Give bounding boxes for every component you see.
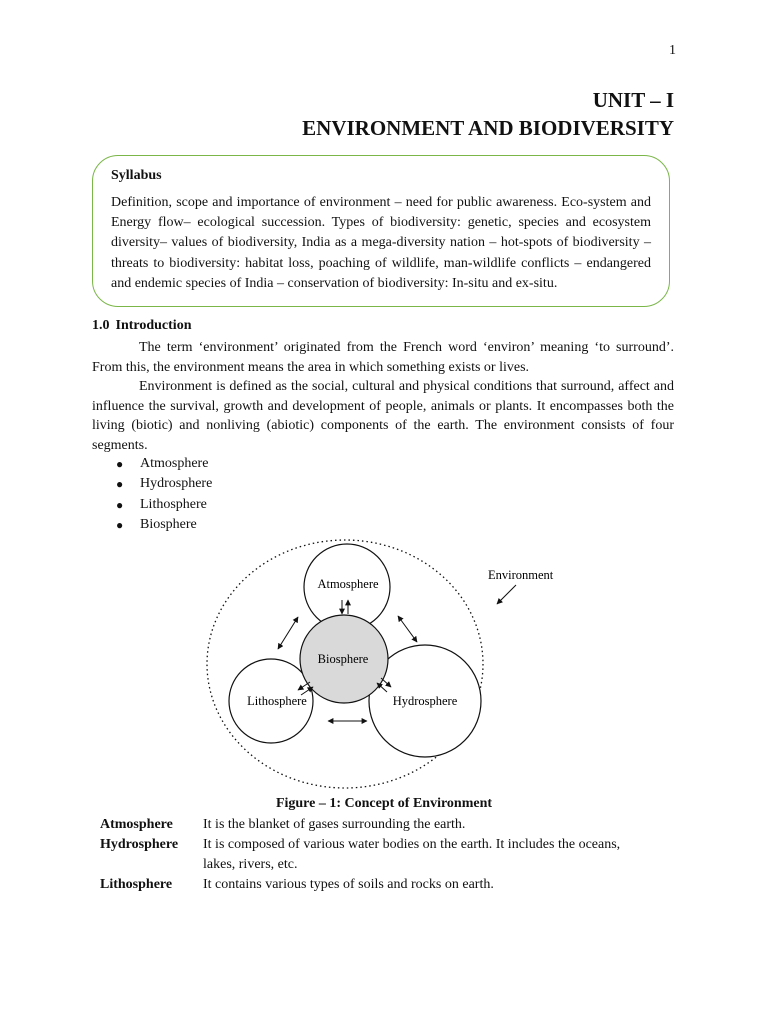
hydrosphere-label: Hydrosphere	[392, 694, 458, 708]
biosphere-label: Biosphere	[317, 652, 369, 666]
syllabus-box	[92, 155, 670, 307]
definition-term: Atmosphere	[100, 817, 173, 832]
definition-desc: It is the blanket of gases surrounding the earth.	[203, 817, 466, 832]
unit-name: ENVIRONMENT AND BIODIVERSITY	[302, 116, 674, 140]
syllabus-text: Definition, scope and importance of environment – need for public awareness. Eco-system and Energy flow– ecological succession. Types of biodiversity: genetic, species and ecosystem diversity– values of biodiversity, India as a mega-diversity nation – hot-spots of biodiversity – threats to biodiversity: habitat loss, poaching of wildlife, man-wildlife conflicts – endangered and endemic species of India – conservation of biodiversity: In-situ and ex-situ.	[111, 195, 651, 291]
list-item	[116, 474, 212, 494]
intro-paragraph-1-text: The term ‘environment’ originated from the French word ‘environ’ meaning ‘to surround’. From this, the environment means the area in which something exists or lives.	[92, 340, 674, 375]
list-item-text: Biosphere	[140, 516, 197, 532]
intro-paragraph-1	[92, 338, 674, 377]
figure-caption: Figure – 1: Concept of Environment	[275, 796, 493, 811]
bullet-icon: ●	[116, 477, 124, 492]
bullet-icon: ●	[116, 517, 124, 532]
atmosphere-label: Atmosphere	[317, 577, 379, 591]
definition-desc: It is composed of various water bodies on the earth. It includes the oceans, lakes, rivers, etc.	[203, 837, 621, 872]
unit-title	[302, 86, 674, 142]
definition-row	[100, 875, 640, 895]
segment-list	[116, 454, 212, 535]
unit-number: UNIT – I	[592, 88, 674, 112]
definition-term: Hydrosphere	[100, 837, 179, 852]
definition-row	[100, 815, 640, 835]
intro-paragraph-2-text: Environment is defined as the social, cultural and physical conditions that surround, affect and influence the survival, growth and development of people, animals or plants. It encompasses both the living (biotic) and nonliving (abiotic) components of the earth. The environment consists of four segments.	[92, 379, 674, 453]
lithosphere-label: Lithosphere	[247, 694, 307, 708]
list-item-text: Hydrosphere	[140, 476, 213, 492]
definition-desc: It contains various types of soils and rocks on earth.	[203, 876, 494, 892]
bullet-icon: ●	[116, 457, 124, 471]
arrow-atmosphere-hydrosphere	[398, 616, 417, 642]
list-item	[116, 454, 212, 474]
environment-diagram	[0, 530, 768, 795]
definition-row	[100, 835, 640, 874]
list-item	[116, 495, 212, 515]
list-item-text: Lithosphere	[140, 496, 207, 512]
definition-term: Lithosphere	[100, 876, 173, 892]
environment-pointer-arrow	[497, 585, 516, 604]
syllabus-heading: Syllabus	[111, 168, 162, 183]
section-number: 1.0	[92, 318, 110, 333]
intro-paragraph-2	[92, 377, 674, 455]
arrow-atmosphere-lithosphere	[278, 617, 298, 649]
environment-label: Environment	[488, 568, 554, 582]
definitions-list	[100, 815, 640, 895]
section-heading-introduction	[92, 318, 191, 334]
list-item-text: Atmosphere	[140, 456, 209, 471]
bullet-icon: ●	[116, 497, 124, 512]
page-number: 1	[669, 43, 676, 58]
section-title: Introduction	[115, 318, 192, 333]
